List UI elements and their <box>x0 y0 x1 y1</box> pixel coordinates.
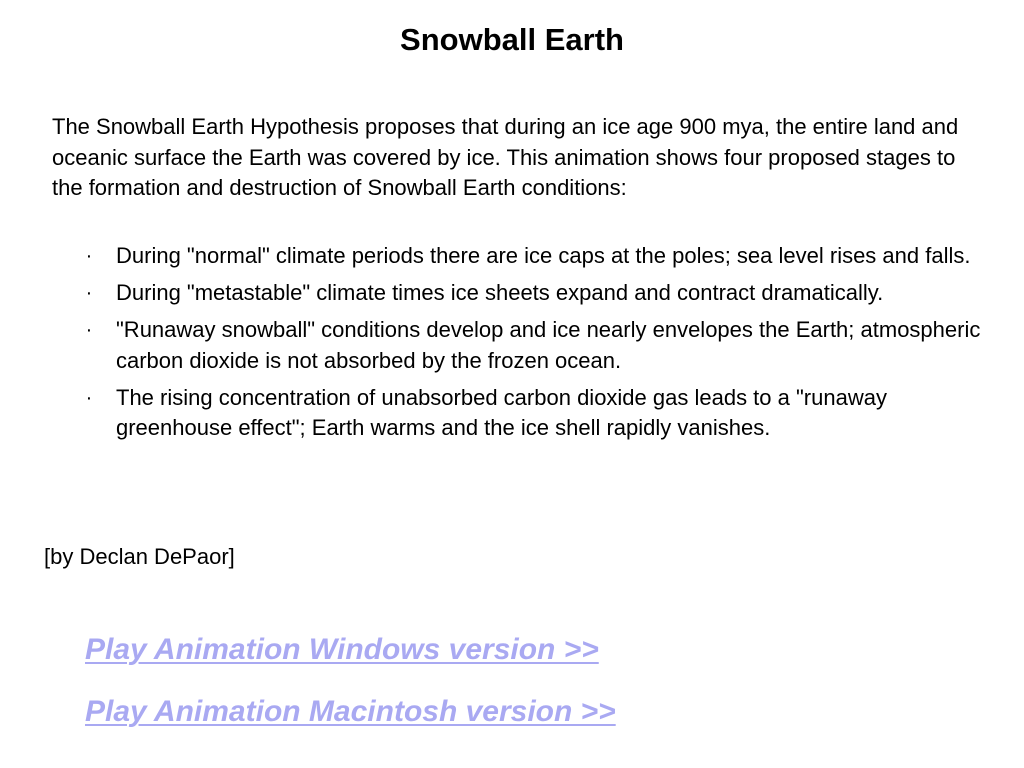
list-item-text: The rising concentration of unabsorbed carbon dioxide gas leads to a "runaway greenhouse effect"; Earth warms and the ice shell rapidly vanishes. <box>116 384 887 440</box>
author-credit: [by Declan DePaor] <box>44 544 235 569</box>
bullet-dot-icon: · <box>85 386 93 409</box>
bullet-dot-icon: · <box>85 319 93 341</box>
list-item <box>84 315 989 376</box>
list-item <box>84 241 989 272</box>
list-item <box>84 383 989 444</box>
play-windows-link[interactable]: Play Animation Windows version >> <box>85 633 599 666</box>
intro-paragraph: The Snowball Earth Hypothesis proposes that during an ice age 900 mya, the entire land and oceanic surface the Earth was covered by ice. This animation shows four proposed stages to the formation and destruction of Snowball Earth conditions: <box>52 114 959 200</box>
bullet-dot-icon: · <box>85 245 93 267</box>
page-title: Snowball Earth <box>400 22 624 57</box>
list-item-text: "Runaway snowball" conditions develop and ice nearly envelopes the Earth; atmospheric carbon dioxide is not absorbed by the frozen ocean. <box>116 317 981 373</box>
stages-list <box>84 241 989 450</box>
play-macintosh-link[interactable]: Play Animation Macintosh version >> <box>85 695 616 728</box>
list-item-text: During "normal" climate periods there are ice caps at the poles; sea level rises and falls. <box>116 243 971 268</box>
list-item <box>84 278 989 309</box>
bullet-dot-icon: · <box>85 282 93 304</box>
list-item-text: During "metastable" climate times ice sheets expand and contract dramatically. <box>116 280 884 305</box>
